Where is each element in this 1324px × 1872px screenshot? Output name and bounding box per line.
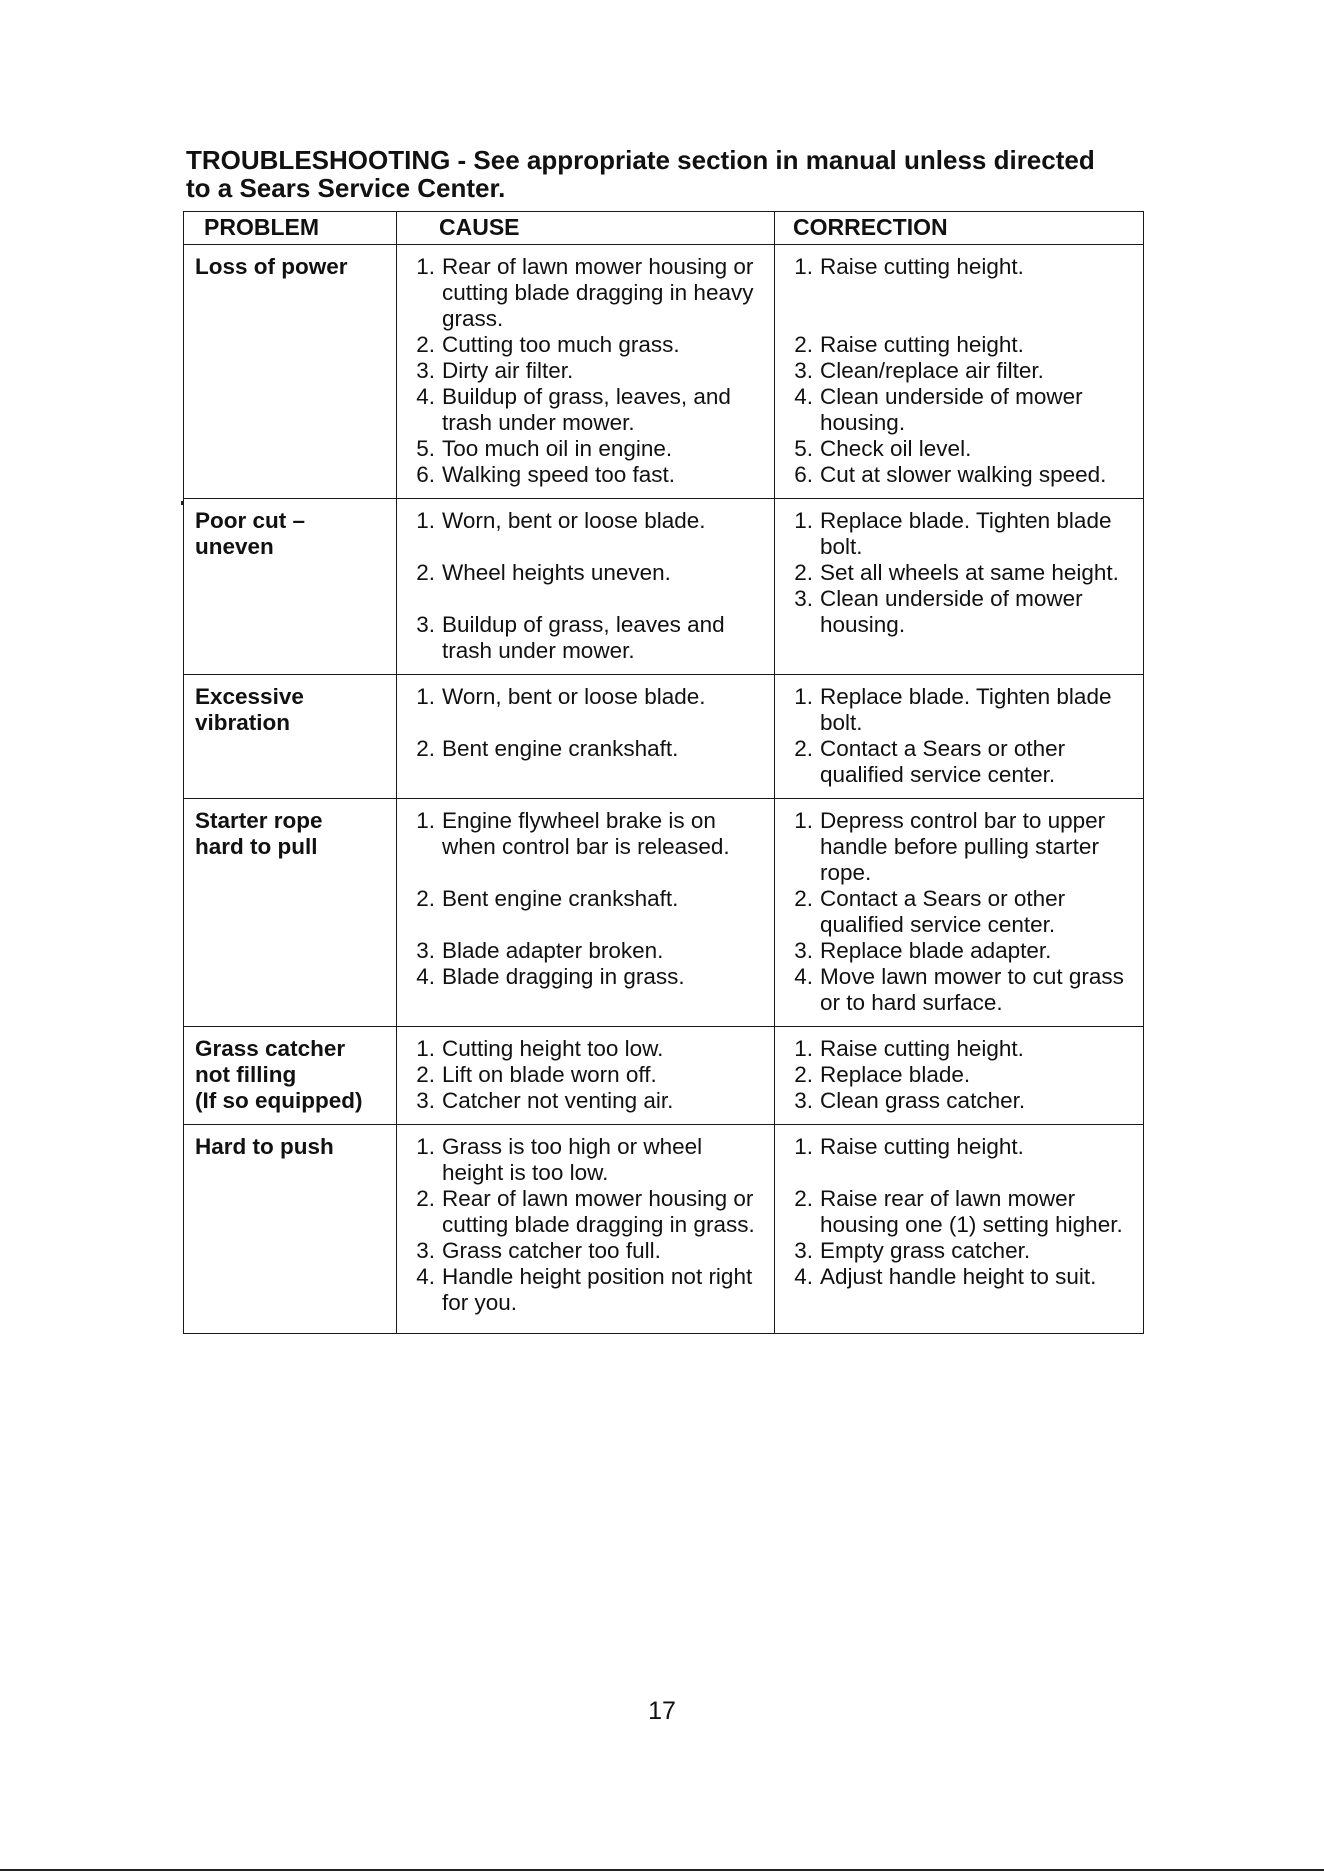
item-text	[442, 912, 766, 938]
item-number: 4.	[416, 964, 435, 989]
item-number: 1.	[416, 508, 435, 533]
item-number: 3.	[416, 612, 435, 637]
item-text: Raise cutting height.	[820, 332, 1024, 357]
correction-item	[783, 560, 1135, 586]
item-number: 1.	[794, 1134, 813, 1159]
item-number	[405, 710, 442, 736]
item-text: Too much oil in engine.	[442, 436, 673, 461]
problem-text: Excessive	[195, 684, 304, 709]
item-text: Engine flywheel brake is on when control bar is released.	[442, 808, 730, 859]
item-number: 2.	[794, 736, 813, 761]
troubleshooting-table	[183, 211, 1144, 1334]
cause-item	[405, 938, 766, 964]
item-number: 5.	[794, 436, 813, 461]
cause-item	[405, 534, 766, 560]
table-row	[184, 245, 1144, 499]
item-text: Check oil level.	[820, 436, 972, 461]
correction-item	[783, 964, 1135, 1016]
item-text: Raise cutting height.	[820, 254, 1024, 279]
cause-item	[405, 736, 766, 762]
correction-item	[783, 1160, 1135, 1186]
correction-item	[783, 1264, 1135, 1290]
item-text: Lift on blade worn off.	[442, 1062, 657, 1087]
problem-text: Poor cut –	[195, 508, 306, 533]
correction-item	[783, 736, 1135, 788]
item-number: 4.	[416, 384, 435, 409]
problem-text: Starter rope	[195, 808, 323, 833]
item-text: Cutting height too low.	[442, 1036, 664, 1061]
cause-item	[405, 254, 766, 332]
correction-item	[783, 384, 1135, 436]
item-text	[442, 860, 766, 886]
correction-item	[783, 1238, 1135, 1264]
correction-item	[783, 1088, 1135, 1114]
cause-item	[405, 1238, 766, 1264]
correction-cell	[775, 799, 1144, 1027]
item-number: 2.	[416, 886, 435, 911]
item-text: Clean grass catcher.	[820, 1088, 1026, 1113]
item-text: Depress control bar to upper handle before pulling starter rope.	[820, 808, 1106, 885]
item-text	[820, 306, 1135, 332]
cause-item	[405, 860, 766, 886]
item-number: 2.	[416, 332, 435, 357]
cause-item	[405, 1062, 766, 1088]
table-row	[184, 1125, 1144, 1334]
correction-item	[783, 586, 1135, 638]
table-row	[184, 1027, 1144, 1125]
item-number: 1.	[416, 1036, 435, 1061]
item-number	[783, 1160, 820, 1186]
item-text: Set all wheels at same height.	[820, 560, 1119, 585]
correction-item	[783, 508, 1135, 560]
item-number	[783, 280, 820, 306]
item-number: 1.	[794, 254, 813, 279]
item-text: Rear of lawn mower housing or cutting blade dragging in grass.	[442, 1186, 755, 1237]
cause-item	[405, 684, 766, 710]
problem-text: not filling	[195, 1062, 297, 1087]
item-number	[405, 534, 442, 560]
cause-item	[405, 1186, 766, 1238]
problem-cell	[184, 1125, 397, 1334]
item-number: 3.	[416, 1088, 435, 1113]
item-number: 2.	[794, 1062, 813, 1087]
item-text: Clean underside of mower housing.	[820, 586, 1083, 637]
scan-mark	[181, 501, 183, 505]
correction-item	[783, 1134, 1135, 1160]
item-number	[405, 860, 442, 886]
item-text: Raise cutting height.	[820, 1036, 1024, 1061]
item-number: 3.	[794, 938, 813, 963]
page-number: 17	[648, 1697, 676, 1725]
item-text	[442, 710, 766, 736]
correction-item	[783, 254, 1135, 280]
item-text: Contact a Sears or other qualified service center.	[820, 736, 1066, 787]
correction-item	[783, 938, 1135, 964]
cause-cell	[397, 1125, 775, 1334]
item-number: 3.	[416, 358, 435, 383]
header-problem: PROBLEM	[184, 212, 397, 245]
problem-cell	[184, 799, 397, 1027]
item-text: Cut at slower walking speed.	[820, 462, 1107, 487]
item-number: 4.	[794, 1264, 813, 1289]
item-number	[783, 306, 820, 332]
correction-item	[783, 1186, 1135, 1238]
cause-item	[405, 1134, 766, 1186]
cause-item	[405, 560, 766, 586]
correction-item	[783, 306, 1135, 332]
correction-item	[783, 808, 1135, 886]
item-number: 3.	[794, 1088, 813, 1113]
item-text: Replace blade. Tighten blade bolt.	[820, 508, 1112, 559]
item-number: 4.	[416, 1264, 435, 1289]
item-text: Empty grass catcher.	[820, 1238, 1031, 1263]
item-text: Buildup of grass, leaves and trash under mower.	[442, 612, 725, 663]
problem-text: Grass catcher	[195, 1036, 346, 1061]
item-text	[820, 1160, 1135, 1186]
cause-item	[405, 886, 766, 912]
item-number: 3.	[794, 358, 813, 383]
item-text: Replace blade. Tighten blade bolt.	[820, 684, 1112, 735]
item-number: 3.	[416, 938, 435, 963]
item-text: Contact a Sears or other qualified service center.	[820, 886, 1066, 937]
cause-item	[405, 332, 766, 358]
correction-item	[783, 280, 1135, 306]
problem-text: vibration	[195, 710, 291, 735]
cause-cell	[397, 245, 775, 499]
item-text: Move lawn mower to cut grass or to hard surface.	[820, 964, 1124, 1015]
cause-item	[405, 1264, 766, 1316]
item-number: 3.	[794, 1238, 813, 1263]
item-text: Bent engine crankshaft.	[442, 736, 679, 761]
item-number	[405, 912, 442, 938]
item-text	[442, 534, 766, 560]
item-number: 1.	[416, 808, 435, 833]
problem-text: hard to pull	[195, 834, 318, 859]
table-row	[184, 499, 1144, 675]
cause-item	[405, 964, 766, 990]
table-row	[184, 675, 1144, 799]
header-cause: CAUSE	[397, 212, 775, 245]
cause-item	[405, 1088, 766, 1114]
item-text: Grass catcher too full.	[442, 1238, 661, 1263]
item-text: Cutting too much grass.	[442, 332, 680, 357]
cause-item	[405, 912, 766, 938]
correction-cell	[775, 1027, 1144, 1125]
problem-text: Hard to push	[195, 1134, 334, 1159]
correction-cell	[775, 245, 1144, 499]
problem-text: (If so equipped)	[195, 1088, 363, 1113]
cause-item	[405, 710, 766, 736]
table-header-row	[184, 212, 1144, 245]
item-text: Handle height position not right for you.	[442, 1264, 753, 1315]
correction-item	[783, 358, 1135, 384]
cause-item	[405, 462, 766, 488]
header-correction: CORRECTION	[775, 212, 1144, 245]
cause-item	[405, 358, 766, 384]
item-text: Clean underside of mower housing.	[820, 384, 1083, 435]
correction-item	[783, 684, 1135, 736]
problem-cell	[184, 1027, 397, 1125]
item-text: Raise cutting height.	[820, 1134, 1024, 1159]
correction-item	[783, 332, 1135, 358]
item-text: Blade adapter broken.	[442, 938, 664, 963]
correction-item	[783, 886, 1135, 938]
item-number: 2.	[794, 332, 813, 357]
correction-item	[783, 436, 1135, 462]
problem-cell	[184, 675, 397, 799]
item-text	[820, 280, 1135, 306]
item-text: Adjust handle height to suit.	[820, 1264, 1097, 1289]
item-text: Replace blade.	[820, 1062, 971, 1087]
problem-cell	[184, 245, 397, 499]
item-text: Worn, bent or loose blade.	[442, 508, 706, 533]
item-text: Catcher not venting air.	[442, 1088, 674, 1113]
correction-cell	[775, 675, 1144, 799]
correction-item	[783, 462, 1135, 488]
item-number: 2.	[794, 886, 813, 911]
item-number: 2.	[794, 1186, 813, 1211]
item-number: 6.	[794, 462, 813, 487]
item-number: 6.	[416, 462, 435, 487]
item-number: 2.	[416, 736, 435, 761]
item-text	[442, 586, 766, 612]
page-title	[186, 146, 1146, 202]
item-number: 1.	[794, 808, 813, 833]
cause-item	[405, 508, 766, 534]
item-number: 1.	[416, 254, 435, 279]
item-text: Grass is too high or wheel height is too low.	[442, 1134, 703, 1185]
correction-item	[783, 1062, 1135, 1088]
item-number: 3.	[416, 1238, 435, 1263]
item-number: 1.	[416, 1134, 435, 1159]
item-text: Raise rear of lawn mower housing one (1) setting higher.	[820, 1186, 1123, 1237]
cause-item	[405, 612, 766, 664]
item-number: 2.	[416, 1062, 435, 1087]
item-number: 4.	[794, 964, 813, 989]
item-number: 4.	[794, 384, 813, 409]
item-text: Walking speed too fast.	[442, 462, 676, 487]
item-number: 2.	[416, 1186, 435, 1211]
item-number: 2.	[794, 560, 813, 585]
table-body	[184, 245, 1144, 1334]
item-text: Bent engine crankshaft.	[442, 886, 679, 911]
problem-cell	[184, 499, 397, 675]
item-number: 1.	[416, 684, 435, 709]
cause-cell	[397, 1027, 775, 1125]
cause-item	[405, 1036, 766, 1062]
item-number: 5.	[416, 436, 435, 461]
item-text: Worn, bent or loose blade.	[442, 684, 706, 709]
title-line-2: to a Sears Service Center.	[186, 173, 506, 203]
correction-cell	[775, 499, 1144, 675]
item-text: Buildup of grass, leaves, and trash under mower.	[442, 384, 731, 435]
correction-item	[783, 1036, 1135, 1062]
item-text: Dirty air filter.	[442, 358, 574, 383]
item-number	[405, 586, 442, 612]
item-number: 2.	[416, 560, 435, 585]
correction-cell	[775, 1125, 1144, 1334]
cause-item	[405, 384, 766, 436]
item-text: Replace blade adapter.	[820, 938, 1052, 963]
item-text: Blade dragging in grass.	[442, 964, 685, 989]
item-number: 3.	[794, 586, 813, 611]
table-row	[184, 799, 1144, 1027]
cause-cell	[397, 799, 775, 1027]
title-line-1: TROUBLESHOOTING - See appropriate section in manual unless directed	[186, 145, 1095, 175]
item-number: 1.	[794, 508, 813, 533]
item-text: Wheel heights uneven.	[442, 560, 671, 585]
cause-item	[405, 436, 766, 462]
item-number: 1.	[794, 684, 813, 709]
cause-item	[405, 586, 766, 612]
cause-item	[405, 808, 766, 860]
item-text: Rear of lawn mower housing or cutting blade dragging in heavy grass.	[442, 254, 754, 331]
bottom-rule	[0, 1869, 1324, 1871]
problem-text: uneven	[195, 534, 274, 559]
item-text: Clean/replace air filter.	[820, 358, 1044, 383]
item-number: 1.	[794, 1036, 813, 1061]
problem-text: Loss of power	[195, 254, 348, 279]
cause-cell	[397, 675, 775, 799]
cause-cell	[397, 499, 775, 675]
